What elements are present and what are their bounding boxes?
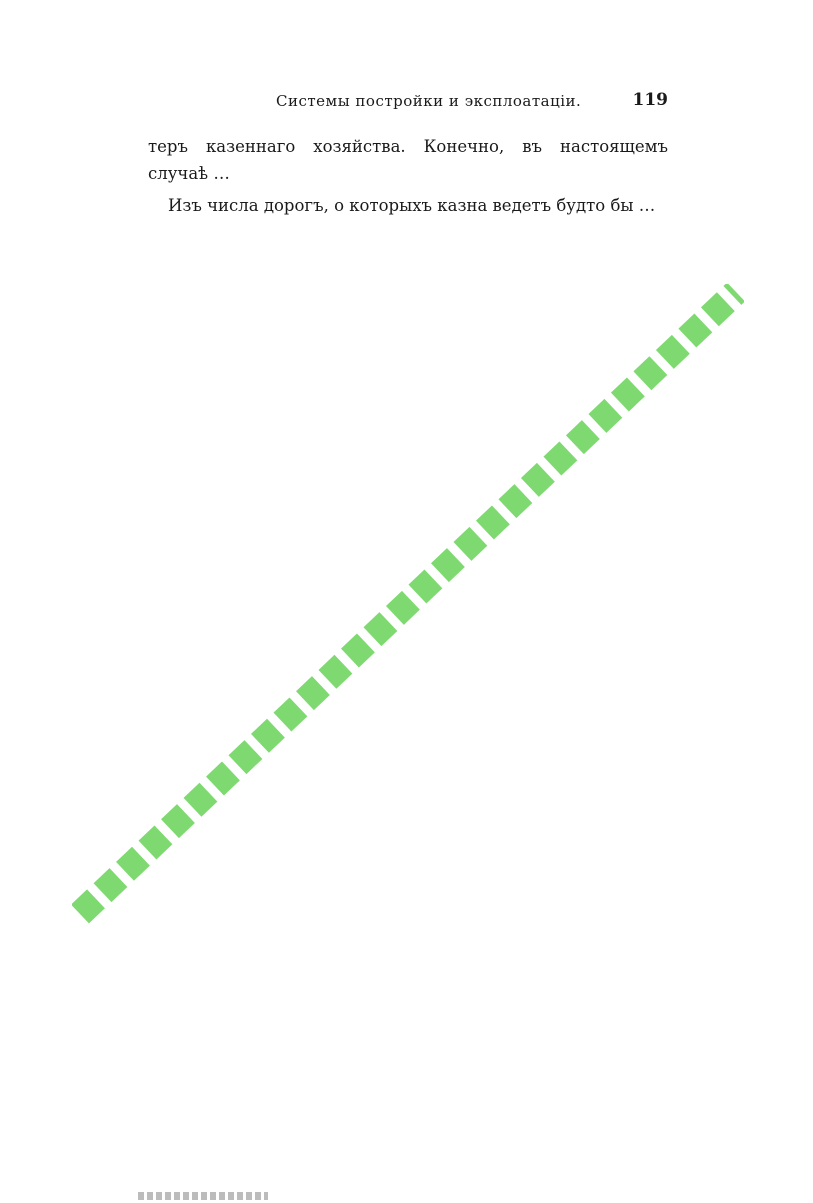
running-head (148, 92, 668, 116)
diagonal-dashed-watermark (72, 284, 744, 924)
watermark-line (80, 292, 736, 914)
page-number: 119 (632, 90, 668, 110)
paragraph-1: теръ казеннаго хозяйства. Конечно, въ настоящемъ случаѣ … (148, 137, 668, 183)
running-title: Системы постройки и эксплоатаціи. (276, 92, 582, 110)
footer-scan-mark (138, 1192, 268, 1200)
paragraph-2: Изъ числа дорогъ, о которыхъ казна ведетъ будто бы … (168, 196, 656, 216)
body-text (148, 134, 668, 226)
